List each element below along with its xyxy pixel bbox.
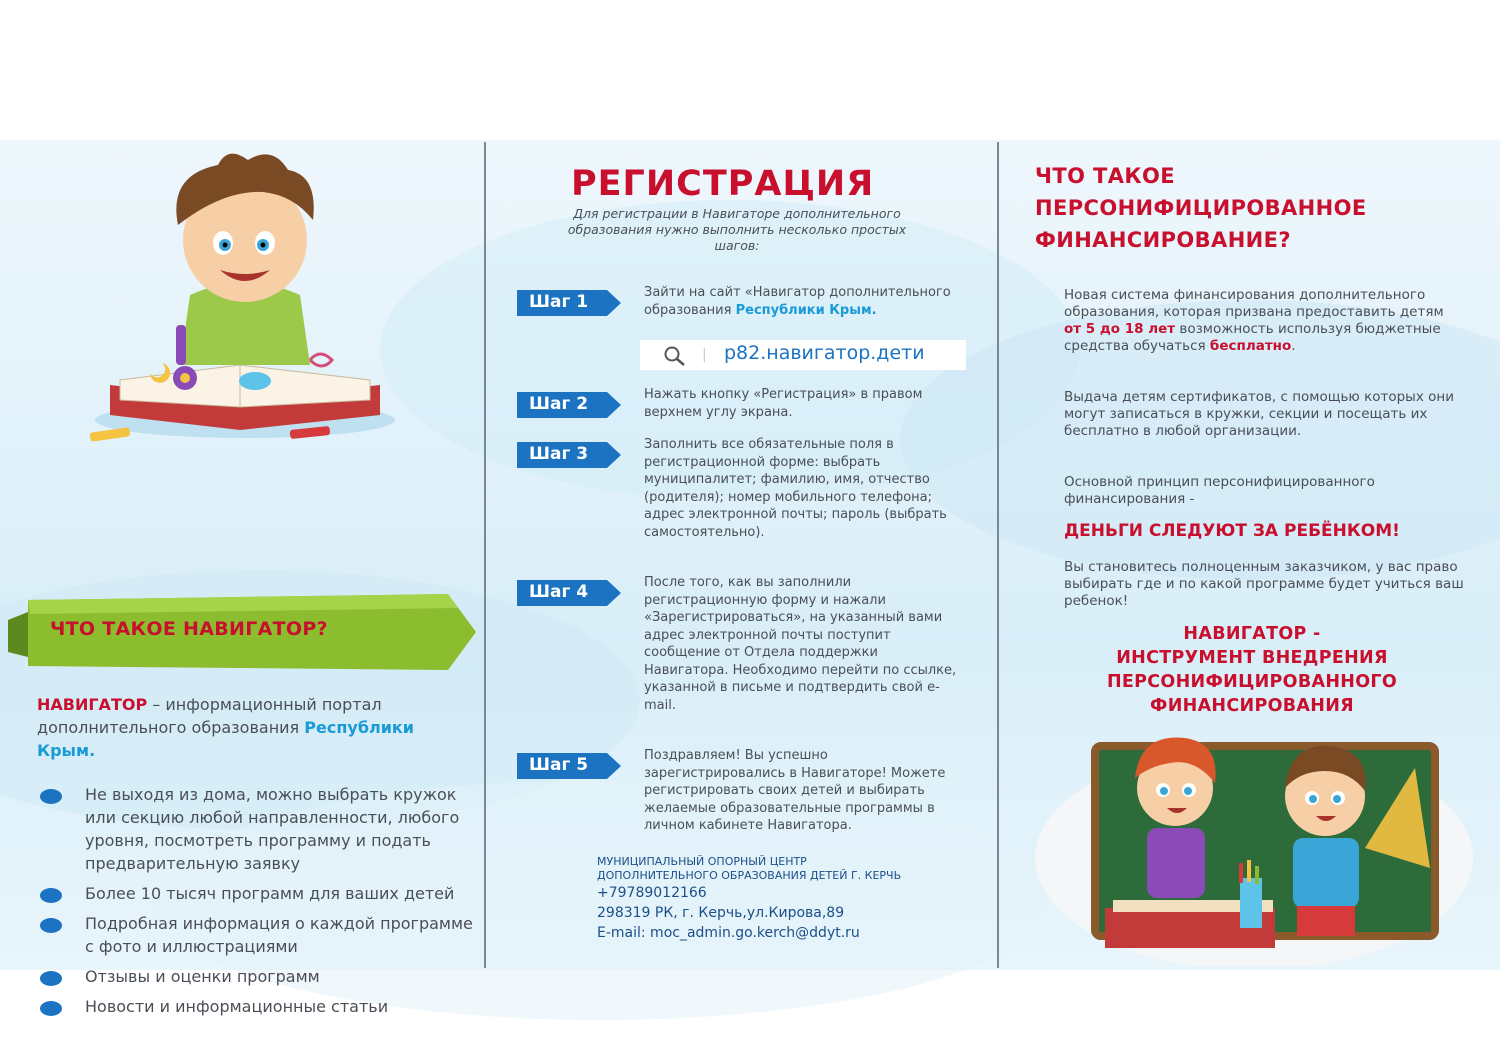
step-text: Заполнить все обязательные поля в регистрационной форме: выбрать муниципалитет; фамилию, имя, отчество (родителя); номер мобильного телефона; адрес электронной почты; пароль (выбрать самостоятельно).	[644, 437, 947, 540]
registration-subtitle: Для регистрации в Навигаторе дополнительного образования нужно выполнить несколько простых шагов:	[567, 206, 907, 253]
contact-phone[interactable]: +79789012166	[597, 885, 707, 901]
financing-paragraph-3: Основной принцип персонифицированного финансирования -	[1064, 474, 1375, 507]
list-item-text: Подробная информация о каждой программе с фото и иллюстрациями	[85, 914, 473, 956]
list-item-text: Более 10 тысяч программ для ваших детей	[85, 884, 455, 903]
navigator-tool-heading	[1037, 622, 1467, 718]
features-list	[40, 783, 480, 1025]
list-item-text: Не выходя из дома, можно выбрать кружок или секцию любой направленности, любого уровня, посмотреть программу и подать предварительную заявку	[85, 785, 460, 873]
financing-title	[1035, 160, 1367, 256]
step-text-main: Зайти на сайт «Навигатор дополнительного образования	[644, 285, 951, 318]
heading-line: ФИНАНСИРОВАНИЯ	[1150, 696, 1354, 716]
list-item	[40, 995, 480, 1018]
step-text	[644, 284, 964, 319]
intro-region: Республики Крым.	[37, 718, 414, 760]
list-item-text: Отзывы и оценки программ	[85, 967, 320, 986]
bullet-dot-icon	[40, 971, 62, 986]
heading-line: ИНСТРУМЕНТ ВНЕДРЕНИЯ	[1116, 648, 1388, 668]
navigator-intro	[37, 693, 467, 762]
heading-line: НАВИГАТОР -	[1183, 624, 1321, 644]
bullet-dot-icon	[40, 918, 62, 933]
search-separator: |	[702, 347, 707, 363]
site-address-box[interactable]	[640, 340, 966, 370]
financing-slogan: ДЕНЬГИ СЛЕДУЮТ ЗА РЕБЁНКОМ!	[1064, 521, 1400, 541]
list-item	[40, 912, 480, 958]
middle-panel	[487, 140, 997, 970]
list-item	[40, 965, 480, 988]
list-item	[40, 783, 480, 875]
financing-title-line: ПЕРСОНИФИЦИРОВАННОЕ	[1035, 196, 1367, 220]
free-highlight: бесплатно	[1209, 338, 1292, 354]
age-range: от 5 до 18 лет	[1064, 321, 1176, 337]
boy-reading-illustration	[80, 145, 410, 445]
contact-block	[597, 855, 917, 943]
bullet-dot-icon	[40, 1001, 62, 1016]
intro-bold: НАВИГАТОР	[37, 695, 148, 714]
step-label: Шаг 4	[529, 582, 589, 602]
step-text: Поздравляем! Вы успешно зарегистрировались в Навигаторе! Можете регистрировать своих детей и выбирать желаемые образовательные программы в личном кабинете Навигатора.	[644, 748, 946, 833]
right-panel	[999, 140, 1500, 970]
heading-line: ПЕРСОНИФИЦИРОВАННОГО	[1106, 672, 1398, 692]
navigator-title: ЧТО ТАКОЕ НАВИГАТОР?	[50, 618, 328, 640]
para-text: возможность используя бюджетные средства обучаться	[1064, 321, 1441, 354]
financing-paragraph-1	[1064, 287, 1464, 355]
intro-text: – информационный портал дополнительного образования	[37, 695, 382, 737]
step-text: После того, как вы заполнили регистрационную форму и нажали «Зарегистрироваться», на указанный вами адрес электронной почты поступит сообщение от Отдела поддержки Навигатора. Необходимо перейти по ссылке, указанной в письме и подтвердить свой e-mail.	[644, 575, 957, 713]
step-label: Шаг 5	[529, 755, 589, 775]
search-icon	[662, 345, 688, 367]
financing-paragraph-2: Выдача детям сертификатов, с помощью которых они могут записаться в кружки, секции и посещать их бесплатно в любой организации.	[1064, 389, 1454, 439]
step-label: Шаг 1	[529, 292, 589, 312]
step-text-highlight: Республики Крым.	[735, 302, 877, 318]
bullet-dot-icon	[40, 888, 62, 903]
contact-address: 298319 РК, г. Керчь,ул.Кирова,89	[597, 905, 845, 921]
step-label: Шаг 3	[529, 444, 589, 464]
registration-title: РЕГИСТРАЦИЯ	[571, 164, 875, 204]
site-url[interactable]: р82.навигатор.дети	[724, 342, 925, 364]
financing-title-line: ЧТО ТАКОЕ	[1035, 164, 1175, 188]
bullet-dot-icon	[40, 789, 62, 804]
step-text: Нажать кнопку «Регистрация» в правом верхнем углу экрана.	[644, 387, 923, 420]
contact-organization: МУНИЦИПАЛЬНЫЙ ОПОРНЫЙ ЦЕНТР ДОПОЛНИТЕЛЬНОГО ОБРАЗОВАНИЯ ДЕТЕЙ Г. КЕРЧЬ	[597, 855, 902, 882]
contact-email[interactable]: E-mail: moc_admin.go.kerch@ddyt.ru	[597, 925, 860, 941]
kids-at-blackboard-illustration	[1035, 728, 1473, 966]
financing-title-line: ФИНАНСИРОВАНИЕ?	[1035, 228, 1291, 252]
step-label: Шаг 2	[529, 394, 589, 414]
list-item-text: Новости и информационные статьи	[85, 997, 389, 1016]
left-panel	[0, 140, 485, 1016]
list-item	[40, 882, 480, 905]
para-text: .	[1291, 338, 1296, 354]
para-text: Новая система финансирования дополнительного образования, которая призвана предоставить детям	[1064, 287, 1444, 320]
financing-paragraph-4: Вы становитесь полноценным заказчиком, у вас право выбирать где и по какой программе будет учиться ваш ребенок!	[1064, 559, 1464, 609]
